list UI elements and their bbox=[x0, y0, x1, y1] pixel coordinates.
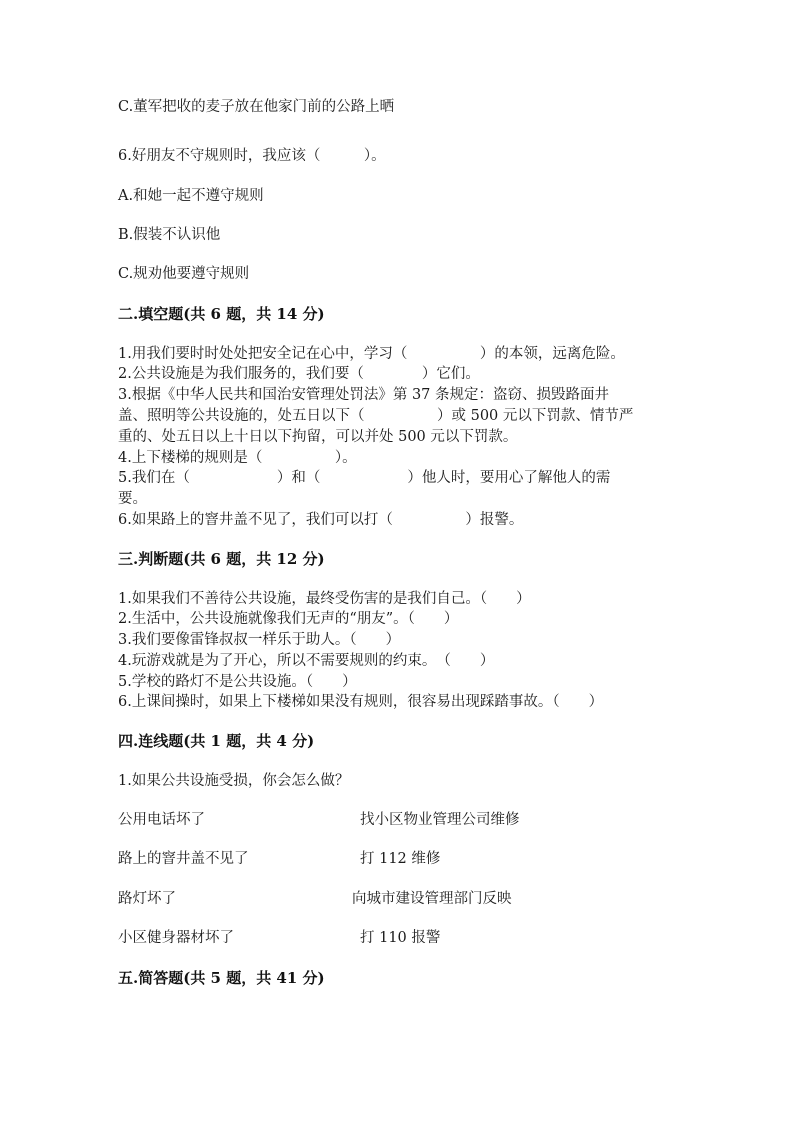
matching-right-item: 找小区物业管理公司维修 bbox=[360, 812, 520, 828]
fill-blank-line: 4.上下楼梯的规则是（ ）。 bbox=[118, 450, 357, 466]
fill-blank-line: 重的、处五日以上十日以下拘留，可以并处 500 元以下罚款。 bbox=[118, 429, 518, 445]
section-heading-true-false: 三.判断题(共 6 题，共 12 分) bbox=[118, 550, 325, 568]
matching-question: 1.如果公共设施受损，你会怎么做？ bbox=[118, 773, 350, 789]
matching-right-item: 向城市建设管理部门反映 bbox=[352, 891, 512, 907]
q6-option-c: C.规劝他要遵守规则 bbox=[118, 266, 250, 282]
section-heading-fill-blank: 二.填空题(共 6 题，共 14 分) bbox=[118, 305, 325, 323]
matching-left-item: 路灯坏了 bbox=[118, 891, 176, 907]
q6-option-a: A.和她一起不遵守规则 bbox=[118, 188, 264, 204]
section-heading-matching: 四.连线题(共 1 题，共 4 分) bbox=[118, 732, 315, 750]
fill-blank-line: 3.根据《中华人民共和国治安管理处罚法》第 37 条规定：盗窃、损毁路面井 bbox=[118, 387, 610, 403]
q6-option-b: B.假装不认识他 bbox=[118, 227, 221, 243]
matching-right-item: 打 112 维修 bbox=[360, 851, 441, 867]
fill-blank-line: 盖、照明等公共设施的，处五日以下（ ）或 500 元以下罚款、情节严 bbox=[118, 408, 634, 424]
matching-left-item: 路上的窨井盖不见了 bbox=[118, 851, 249, 867]
prev-question-option-c: C.董军把收的麦子放在他家门前的公路上晒 bbox=[118, 99, 395, 115]
matching-left-item: 公用电话坏了 bbox=[118, 812, 205, 828]
true-false-line: 1.如果我们不善待公共设施，最终受伤害的是我们自己。（ ） bbox=[118, 591, 531, 607]
section-heading-short-answer: 五.简答题(共 5 题，共 41 分) bbox=[118, 969, 325, 987]
true-false-line: 4.玩游戏就是为了开心，所以不需要规则的约束。 （ ） bbox=[118, 653, 495, 669]
fill-blank-line: 2.公共设施是为我们服务的，我们要（ ）它们。 bbox=[118, 366, 480, 382]
matching-right-item: 打 110 报警 bbox=[360, 930, 441, 946]
fill-blank-line: 1.用我们要时时处处把安全记在心中，学习（ ）的本领，远离危险。 bbox=[118, 346, 625, 362]
q6-stem: 6.好朋友不守规则时，我应该（ ）。 bbox=[118, 148, 386, 164]
true-false-line: 2.生活中，公共设施就像我们无声的“朋友”。（ ） bbox=[118, 611, 459, 627]
true-false-line: 6.上课间操时，如果上下楼梯如果没有规则，很容易出现踩踏事故。（ ） bbox=[118, 694, 604, 710]
fill-blank-line: 要。 bbox=[118, 491, 147, 507]
true-false-line: 3.我们要像雷锋叔叔一样乐于助人。（ ） bbox=[118, 632, 401, 648]
true-false-line: 5.学校的路灯不是公共设施。（ ） bbox=[118, 674, 357, 690]
matching-left-item: 小区健身器材坏了 bbox=[118, 930, 234, 946]
fill-blank-line: 5.我们在（ ）和（ ）他人时，要用心了解他人的需 bbox=[118, 470, 611, 486]
fill-blank-line: 6.如果路上的窨井盖不见了，我们可以打（ ）报警。 bbox=[118, 512, 524, 528]
